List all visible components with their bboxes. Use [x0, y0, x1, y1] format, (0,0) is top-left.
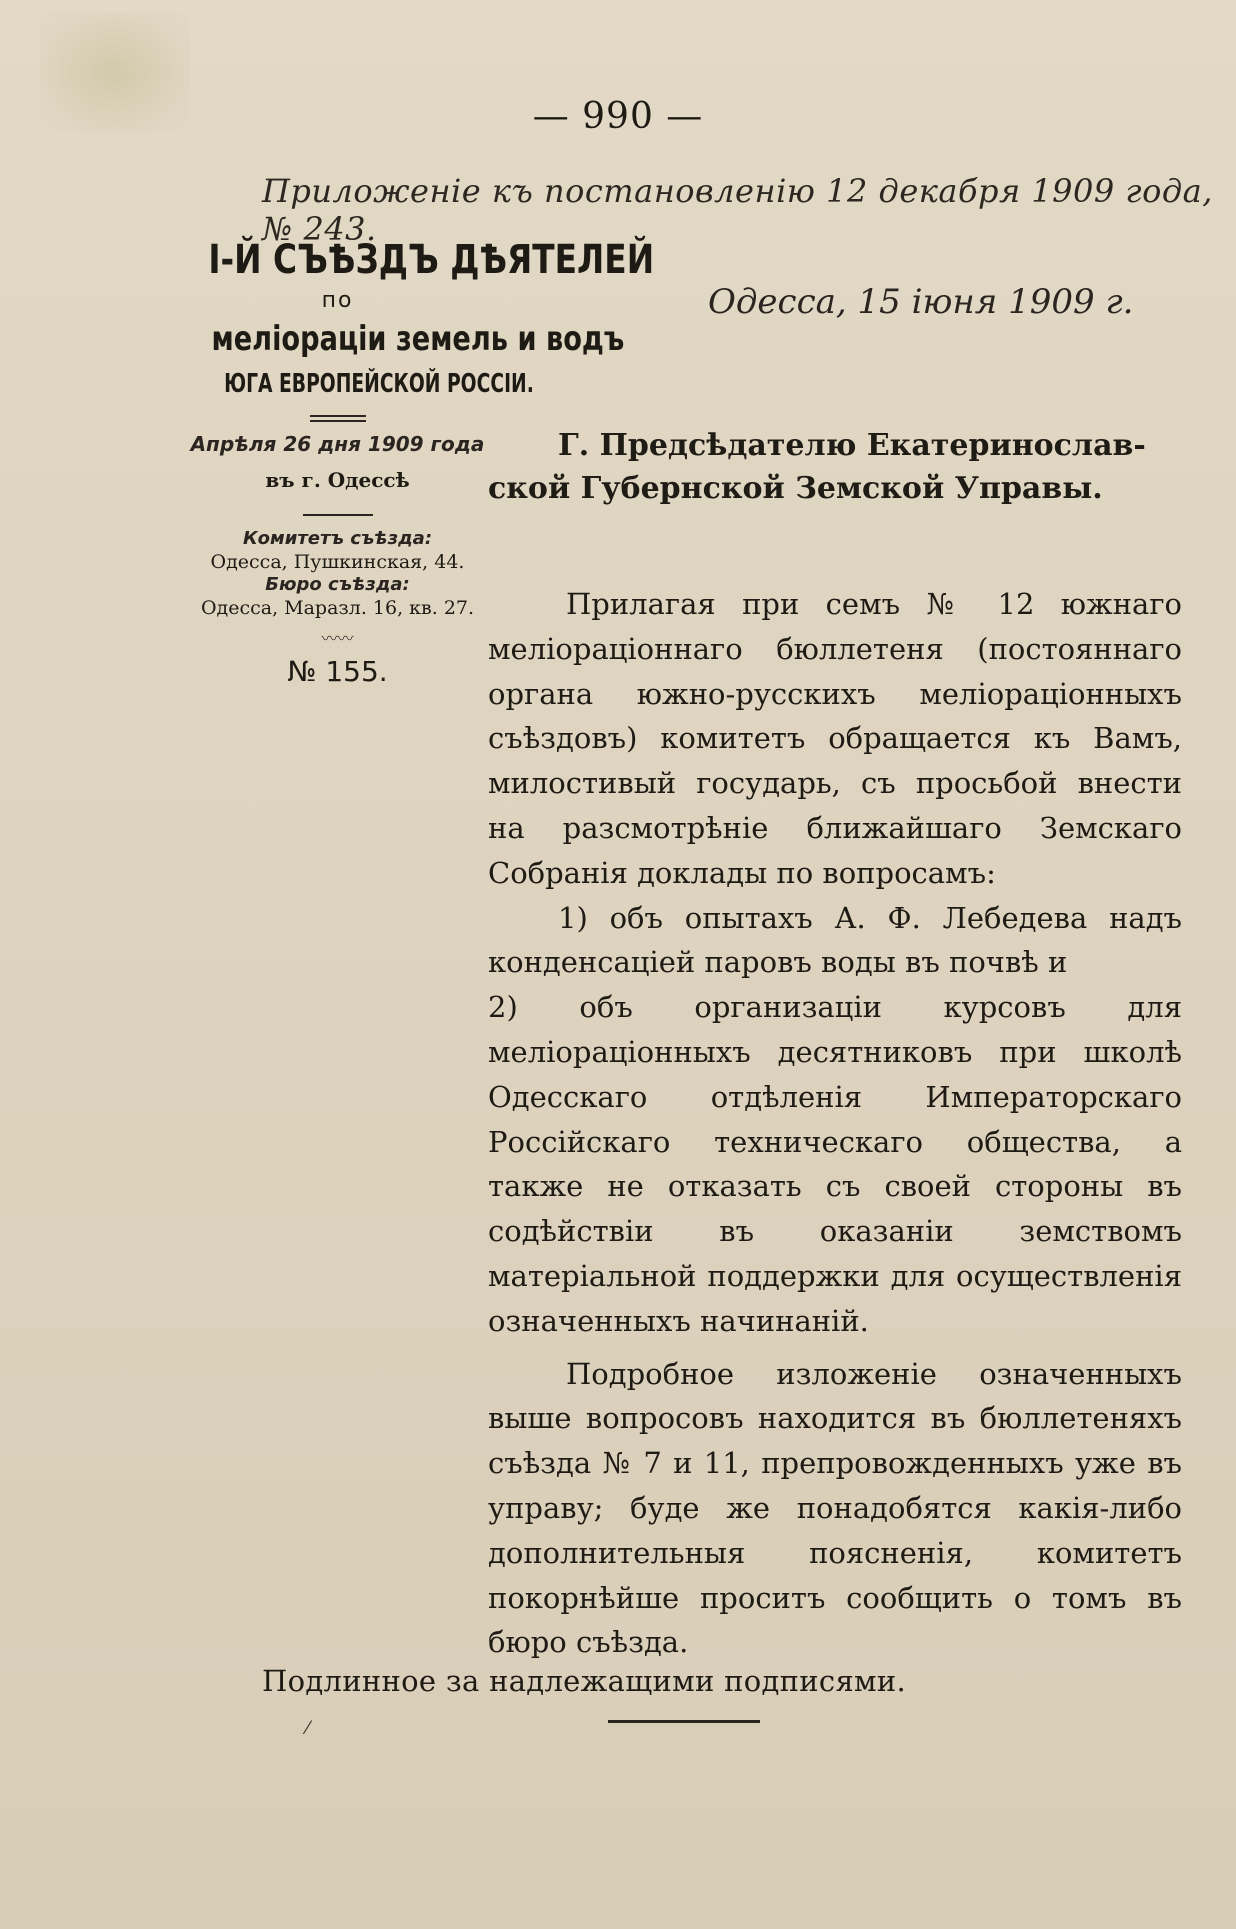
body-paragraph-1: Прилагая при семъ № 12 южнаго меліораціоннаго бюллетеня (постояннаго органа южно-русскихъ меліораціонныхъ съѣздовъ) комитетъ обращается къ Вамъ, милостивый государь, съ просьбой внести на разсмотрѣніе ближайшаго Земскаго Собранія доклады по вопросамъ: — [488, 587, 1182, 890]
end-rule — [608, 1720, 760, 1723]
addressee-line-2: ской Губернской Земской Управы. — [488, 471, 1103, 506]
page-number: — 990 — — [532, 96, 704, 137]
letterhead-founded-date: Апрѣля 26 дня 1909 года — [190, 432, 485, 456]
letterhead-title: І-Й СЪѢЗДЪ ДѢЯТЕЛЕЙ — [208, 237, 655, 283]
body-item-1: 1) объ опытахъ А. Ф. Лебедева надъ конденсаціей паровъ воды въ почвѣ и — [488, 900, 1182, 980]
double-rule-divider — [310, 415, 366, 422]
letterhead-subtitle: меліораціи земель и водъ — [211, 319, 625, 359]
rule-divider — [303, 514, 373, 516]
bureau-address: Одесса, Маразл. 16, кв. 27. — [200, 597, 475, 619]
addressee — [488, 424, 1182, 510]
addressee-line-1: Г. Предсѣдателю Екатеринослав- — [558, 428, 1146, 463]
letterhead-region: ЮГА ЕВРОПЕЙСКОЙ РОССІИ. — [224, 369, 534, 399]
letter-body — [488, 582, 1182, 1665]
closing-line: Подлинное за надлежащими подписями. — [262, 1664, 907, 1698]
letterhead — [180, 237, 655, 688]
committee-address: Одесса, Пушкинская, 44. — [210, 551, 465, 573]
pen-mark: ⁄ — [306, 1718, 310, 1739]
letterhead-city: въ г. Одессѣ — [265, 468, 410, 492]
body-item-2: 2) объ организаціи курсовъ для меліораціонныхъ десятниковъ при школѣ Одесскаго отдѣленія Императорскаго Россійскаго техническаго общества, а также не отказать съ своей стороны въ содѣйствіи въ оказаніи земствомъ матеріальной поддержки для осуществленія означенныхъ начинаній. — [488, 990, 1182, 1338]
wavy-divider: 〰〰 — [321, 629, 354, 648]
letterhead-po: по — [321, 288, 354, 313]
appendix-heading: Приложеніе къ постановленію 12 декабря 1909 года, № 243. — [262, 172, 1213, 248]
letter-dateline: Одесса, 15 іюня 1909 г. — [708, 282, 1134, 322]
bureau-label: Бюро съѣзда: — [265, 574, 410, 595]
document-number: № 155. — [287, 655, 388, 688]
committee-label: Комитетъ съѣзда: — [242, 528, 433, 549]
body-paragraph-2: Подробное изложеніе означенныхъ выше вопросовъ находится въ бюллетеняхъ съѣзда № 7 и 11, препровожденныхъ уже въ управу; буде же понадобятся какія-либо дополнительныя поясненія, комитетъ покорнѣйше проситъ сообщить о томъ въ бюро съѣзда. — [488, 1356, 1182, 1660]
